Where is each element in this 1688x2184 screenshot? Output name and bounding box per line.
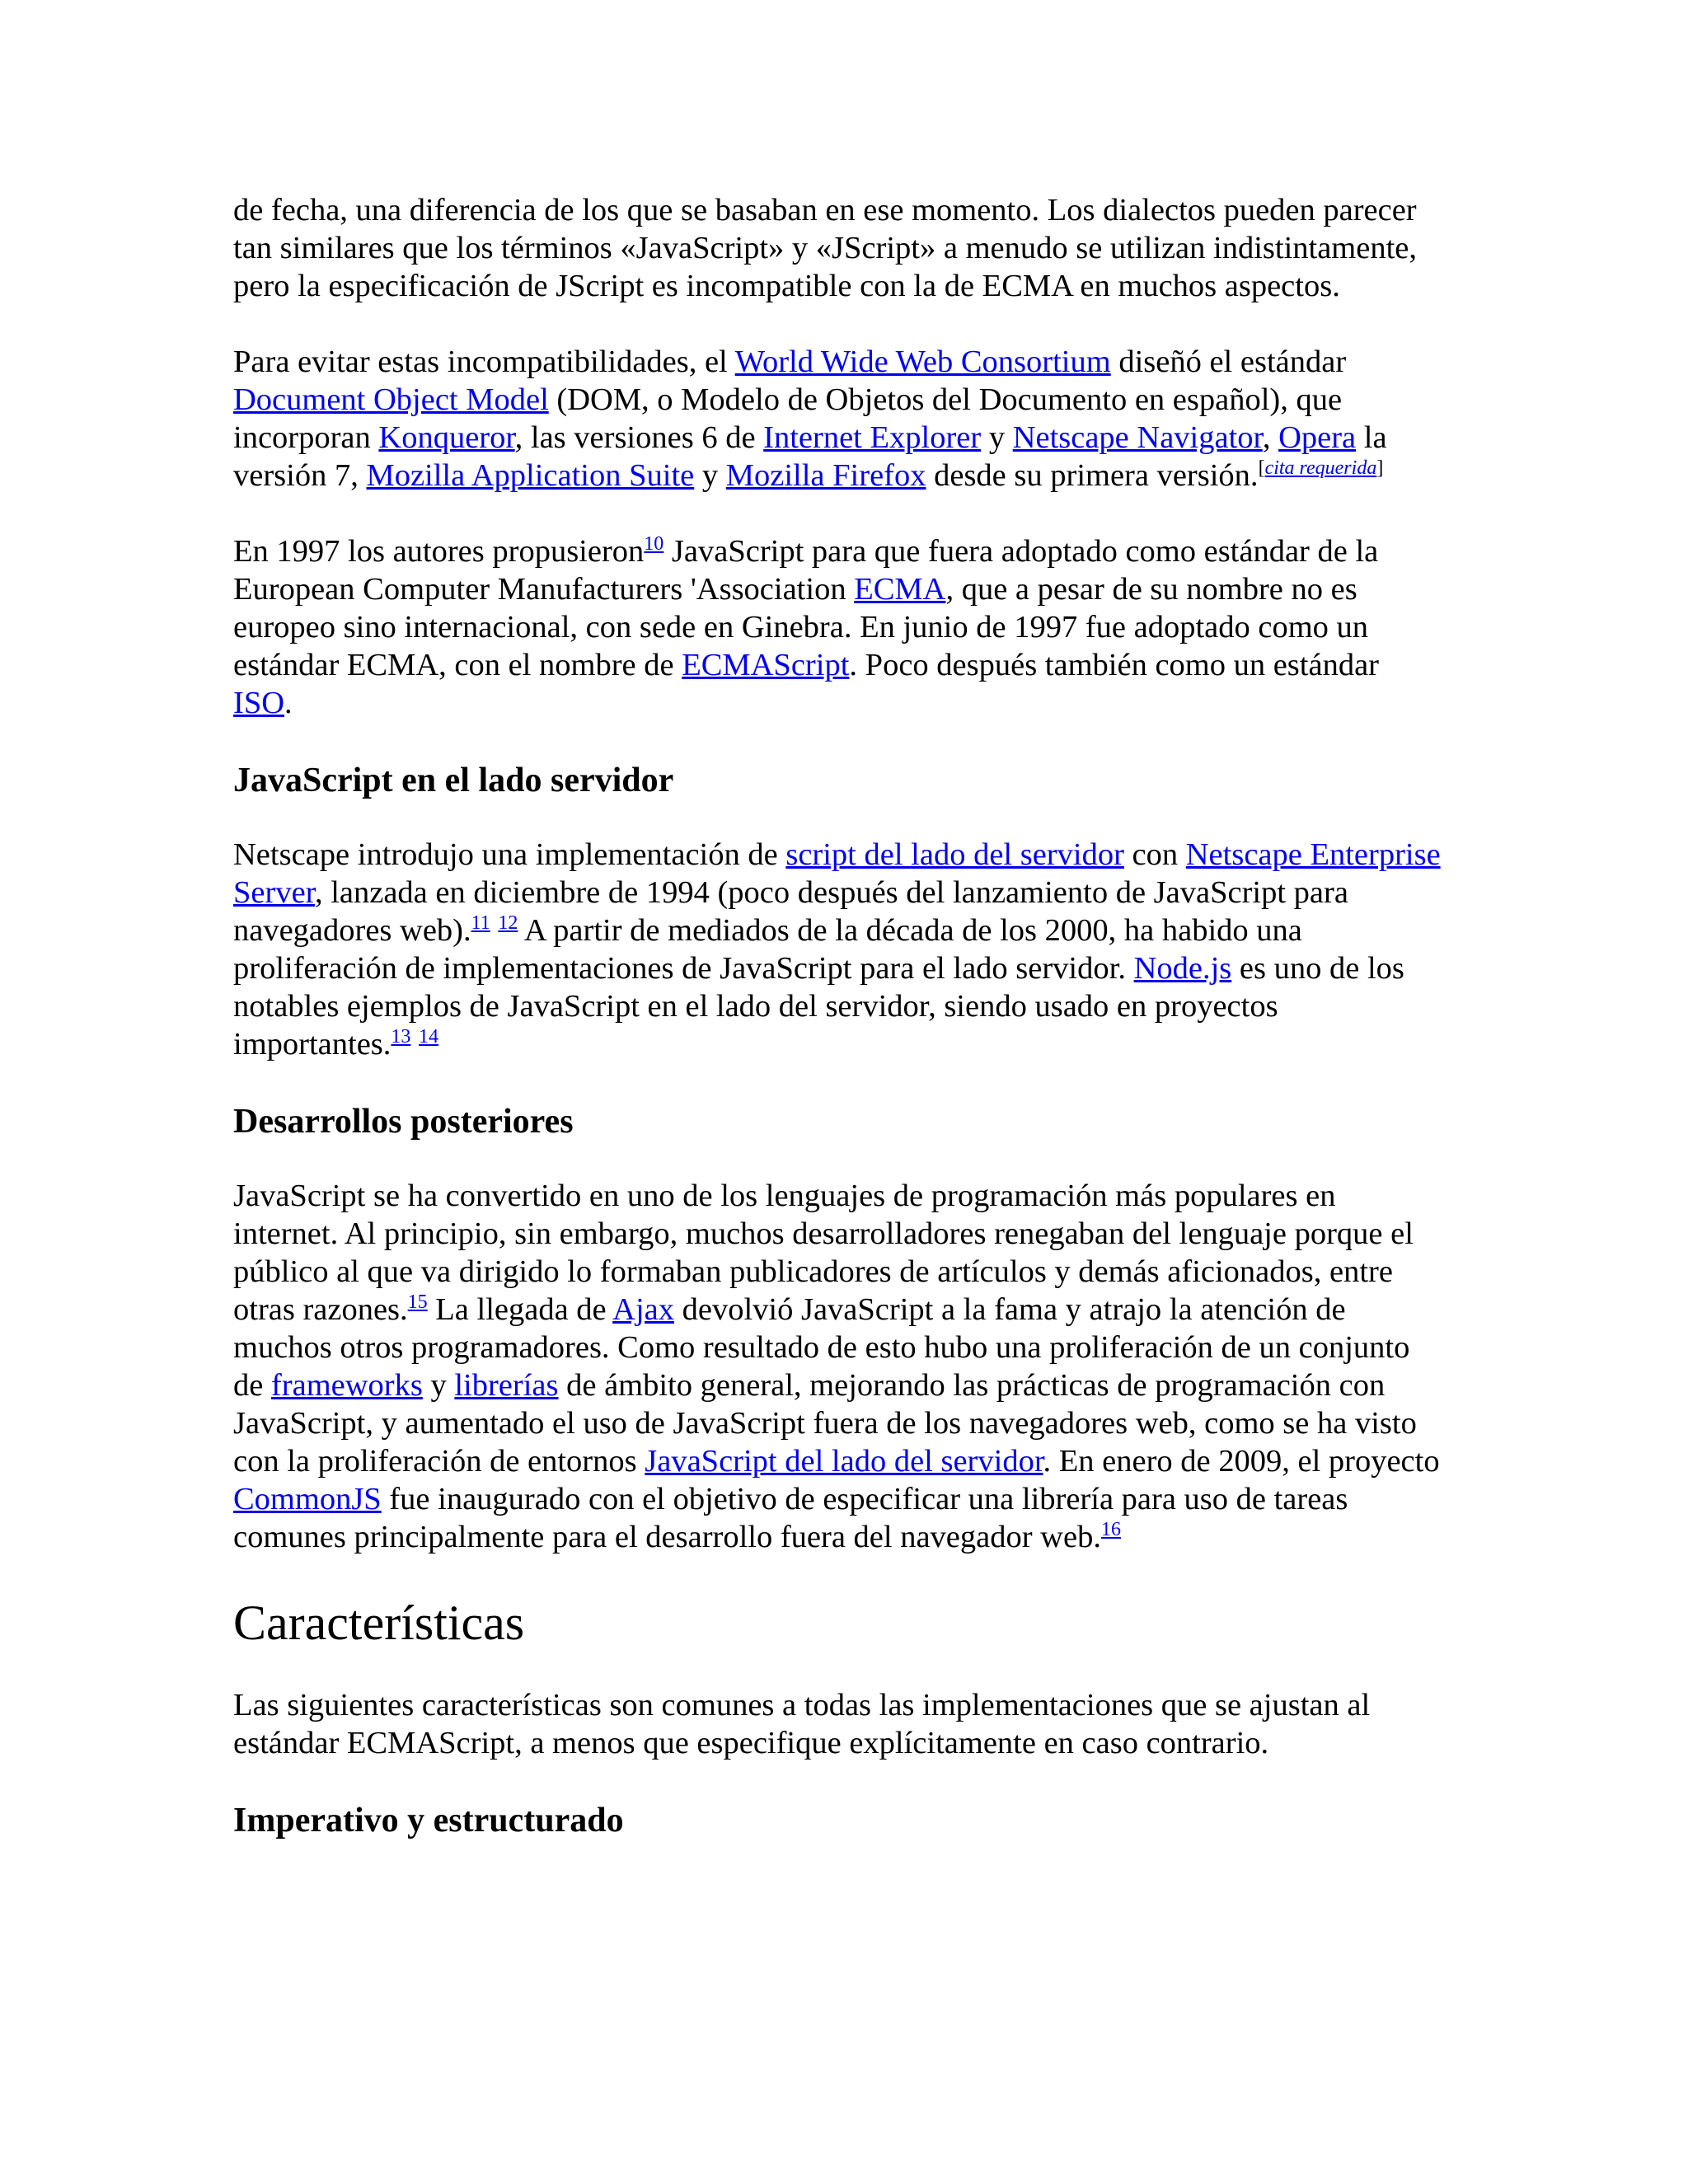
link-document-object-model[interactable]: Document Object Model [233,382,549,417]
link-mozilla-application-suite[interactable]: Mozilla Application Suite [366,458,695,493]
link-ref-11[interactable]: 11 [471,912,490,934]
link-world-wide-web-consortium[interactable]: World Wide Web Consortium [734,344,1111,379]
link-iso[interactable]: ISO [233,686,285,720]
reference-13 [391,1026,410,1047]
document-page [233,191,1445,1876]
link-ref-13[interactable]: 13 [391,1026,411,1047]
reference-15 [408,1291,428,1313]
heading-imperative-structured: Imperativo y estructurado [233,1802,624,1840]
link-ecmascript[interactable]: ECMAScript [682,648,850,682]
paragraph-ecma: En 1997 los autores propusieron$^{10}$ JavaScript para que fuera adoptado como estándar de la European Computer Manufacturers 'Association ECMA, que a pesar de su nombre no es europeo sino internacional, con sede en Ginebra. En junio de 1997 fue adoptado como un estándar ECMA, con el nombre de ECMAScript. Poco después también como un estándar ISO. [233,533,1379,720]
link-ref-12[interactable]: 12 [498,912,518,934]
reference-10 [644,533,663,555]
link-librerias[interactable]: librerías [454,1368,559,1403]
link-internet-explorer[interactable]: Internet Explorer [763,420,982,455]
heading-later-developments: Desarrollos posteriores [233,1103,574,1141]
citation-needed: [cita requerida] [1258,457,1384,479]
paragraph-server-side: Netscape introdujo una implementación de script del lado del servidor con Netscape Enterprise Server, lanzada en diciembre de 1994 (poco después del lanzamiento de JavaScript para navegadores web).$^{11}$ $^{12}$ A partir de mediados de la década de los 2000, ha habido una proliferación de implementaciones de JavaScript para el lado servidor. Node.js es uno de los notables ejemplos de JavaScript en el lado del servidor, siendo usado en proyectos importantes.$^{13}$ $^{14}$ [233,837,1441,1062]
reference-11 [471,912,490,934]
link-opera[interactable]: Opera [1278,420,1357,455]
link-ref-16[interactable]: 16 [1100,1519,1121,1540]
reference-12 [498,912,518,934]
link-script-lado-servidor[interactable]: script del lado del servidor [785,837,1124,872]
link-frameworks[interactable]: frameworks [270,1368,423,1403]
link-ref-10[interactable]: 10 [644,533,664,555]
link-konqueror[interactable]: Konqueror [378,420,515,455]
paragraph-later-developments: JavaScript se ha convertido en uno de los lenguajes de programación más populares en internet. Al principio, sin embargo, muchos desarrolladores renegaban del lenguaje porque el público al que va dirigido lo formaban publicadores de artículos y demás aficionados, entre otras razones.$^{15}$ La llegada de Ajax devolvió JavaScript a la fama y atrajo la atención de muchos otros programadores. Como resultado de esto hubo una proliferación de un conjunto de frameworks y librerías de ámbito general, mejorando las prácticas de programación con JavaScript, y aumentado el uso de JavaScript fuera de los navegadores web, como se ha visto con la proliferación de entornos JavaScript del lado del servidor. En enero de 2009, el proyecto CommonJS fue inaugurado con el objetivo de especificar una librería para uso de tareas comunes principalmente para el desarrollo fuera del navegador web.$^{16}$ [233,1179,1440,1554]
paragraph-dialects: de fecha, una diferencia de los que se basaban en ese momento. Los dialectos pueden parecer tan similares que los términos «JavaScript» y «JScript» a menudo se utilizan indistintamente, pero la especificación de JScript es incompatible con la de ECMA en muchos aspectos. [233,193,1418,303]
link-mozilla-firefox[interactable]: Mozilla Firefox [725,458,926,493]
link-commonjs[interactable]: CommonJS [233,1482,382,1516]
heading-server-side: JavaScript en el lado servidor [233,762,674,799]
paragraph-dom: Para evitar estas incompatibilidades, el World Wide Web Consortium diseñó el estándar Document Object Model (DOM, o Modelo de Objetos del Documento en español), que incorporan Konqueror, las versiones 6 de Internet Explorer y Netscape Navigator, Opera la versión 7, Mozilla Application Suite y Mozilla Firefox desde su primera versión.[cita requerida] [233,344,1387,493]
heading-features: Características [233,1596,525,1650]
link-nodejs[interactable]: Node.js [1133,951,1232,986]
link-ajax[interactable]: Ajax [612,1292,674,1327]
link-ecma[interactable]: ECMA [854,572,946,607]
paragraph-features: Las siguientes características son comunes a todas las implementaciones que se ajustan al estándar ECMAScript, a menos que especifique explícitamente en caso contrario. [233,1688,1371,1760]
link-ref-14[interactable]: 14 [419,1026,439,1047]
link-cita-requerida[interactable]: cita requerida [1264,457,1377,479]
reference-14 [419,1026,438,1047]
link-netscape-enterprise-server[interactable]: Netscape Enterprise Server [233,837,1441,910]
reference-16 [1101,1519,1121,1540]
link-javascript-lado-servidor[interactable]: JavaScript del lado del servidor [645,1444,1043,1479]
link-netscape-navigator[interactable]: Netscape Navigator [1012,420,1263,455]
link-ref-15[interactable]: 15 [407,1291,428,1313]
